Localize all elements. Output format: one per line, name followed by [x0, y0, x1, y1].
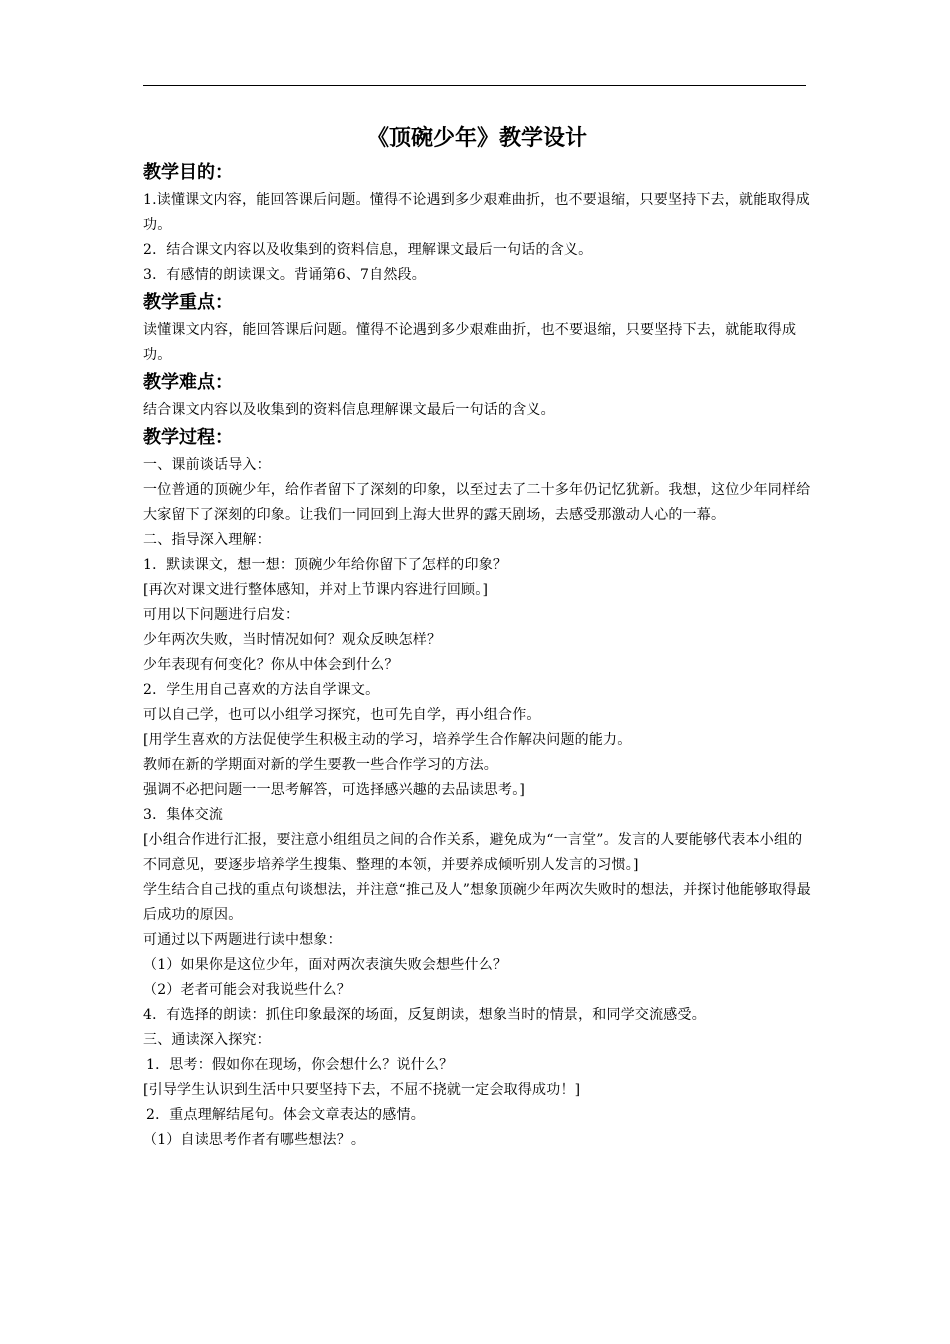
process-line: 可通过以下两题进行读中想象： — [143, 932, 342, 948]
process-line: （2）老者可能会对我说些什么？ — [143, 982, 351, 998]
process-line: 可以自己学，也可以小组学习探究，也可先自学，再小组合作。 — [143, 707, 541, 723]
process-line: 二、指导深入理解： — [143, 532, 271, 548]
process-line: 1．默读课文，想一想：顶碗少年给你留下了怎样的印象？ — [143, 557, 508, 573]
process-line: 三、通读深入探究： — [143, 1032, 271, 1048]
header-rule — [143, 85, 806, 86]
process-line: 学生结合自己找的重点句谈想法，并注意“推己及人”想象顶碗少年两次失败时的想法，并探讨他能够取得最后成功的原因。 — [143, 882, 811, 923]
process-line: 强调不必把问题一一思考解答，可选择感兴趣的去品读思考。] — [143, 782, 526, 798]
process-line: [引导学生认识到生活中只要坚持下去，不屈不挠就一定会取得成功！] — [143, 1082, 581, 1098]
process-line: [再次对课文进行整体感知，并对上节课内容进行回顾。] — [143, 582, 489, 598]
focus-heading: 教学重点： — [143, 292, 233, 313]
difficulty-text: 结合课文内容以及收集到的资料信息理解课文最后一句话的含义。 — [143, 402, 555, 418]
process-line: （1）自读思考作者有哪些想法？。 — [143, 1132, 366, 1148]
process-line: 少年两次失败，当时情况如何？观众反映怎样？ — [143, 632, 442, 648]
difficulty-heading: 教学难点： — [143, 372, 233, 393]
objective-item: 3．有感情的朗读课文。背诵第6、7自然段。 — [143, 267, 426, 283]
process-heading: 教学过程： — [143, 427, 233, 448]
process-line: 可用以下问题进行启发： — [143, 607, 300, 623]
process-line: 一、课前谈话导入： — [143, 457, 271, 473]
objectives-heading: 教学目的： — [143, 162, 233, 183]
process-line: 一位普通的顶碗少年，给作者留下了深刻的印象，以至过去了二十多年仍记忆犹新。我想，这位少年同样给大家留下了深刻的印象。让我们一同回到上海大世界的露天剧场，去感受那激动人心的一幕。 — [143, 482, 811, 523]
process-line: 2．重点理解结尾句。体会文章表达的感情。 — [146, 1107, 425, 1123]
process-line: 少年表现有何变化？你从中体会到什么？ — [143, 657, 399, 673]
objective-item: 2．结合课文内容以及收集到的资料信息，理解课文最后一句话的含义。 — [143, 242, 593, 258]
process-line: 2．学生用自己喜欢的方法自学课文。 — [143, 682, 380, 698]
process-line: 4．有选择的朗读：抓住印象最深的场面，反复朗读，想象当时的情景，和同学交流感受。 — [143, 1007, 706, 1023]
process-line: （1）如果你是这位少年，面对两次表演失败会想些什么？ — [143, 957, 508, 973]
process-line: 教师在新的学期面对新的学生要教一些合作学习的方法。 — [143, 757, 498, 773]
document-body — [143, 118, 811, 1153]
process-line: [小组合作进行汇报，要注意小组组员之间的合作关系，避免成为“一言堂”。发言的人要能够代表本小组的不同意见，要逐步培养学生搜集、整理的本领，并要养成倾听别人发言的习惯。] — [143, 832, 803, 873]
process-line: 3．集体交流 — [143, 807, 224, 823]
objective-item: 1.读懂课文内容，能回答课后问题。懂得不论遇到多少艰难曲折，也不要退缩，只要坚持下去，就能取得成功。 — [143, 192, 810, 233]
process-line: [用学生喜欢的方法促使学生积极主动的学习，培养学生合作解决问题的能力。 — [143, 732, 632, 748]
document-title: 《顶碗少年》教学设计 — [366, 125, 587, 151]
process-line: 1．思考：假如你在现场，你会想什么？说什么？ — [146, 1057, 454, 1073]
focus-text: 读懂课文内容，能回答课后问题。懂得不论遇到多少艰难曲折，也不要退缩，只要坚持下去，就能取得成功。 — [143, 322, 797, 363]
